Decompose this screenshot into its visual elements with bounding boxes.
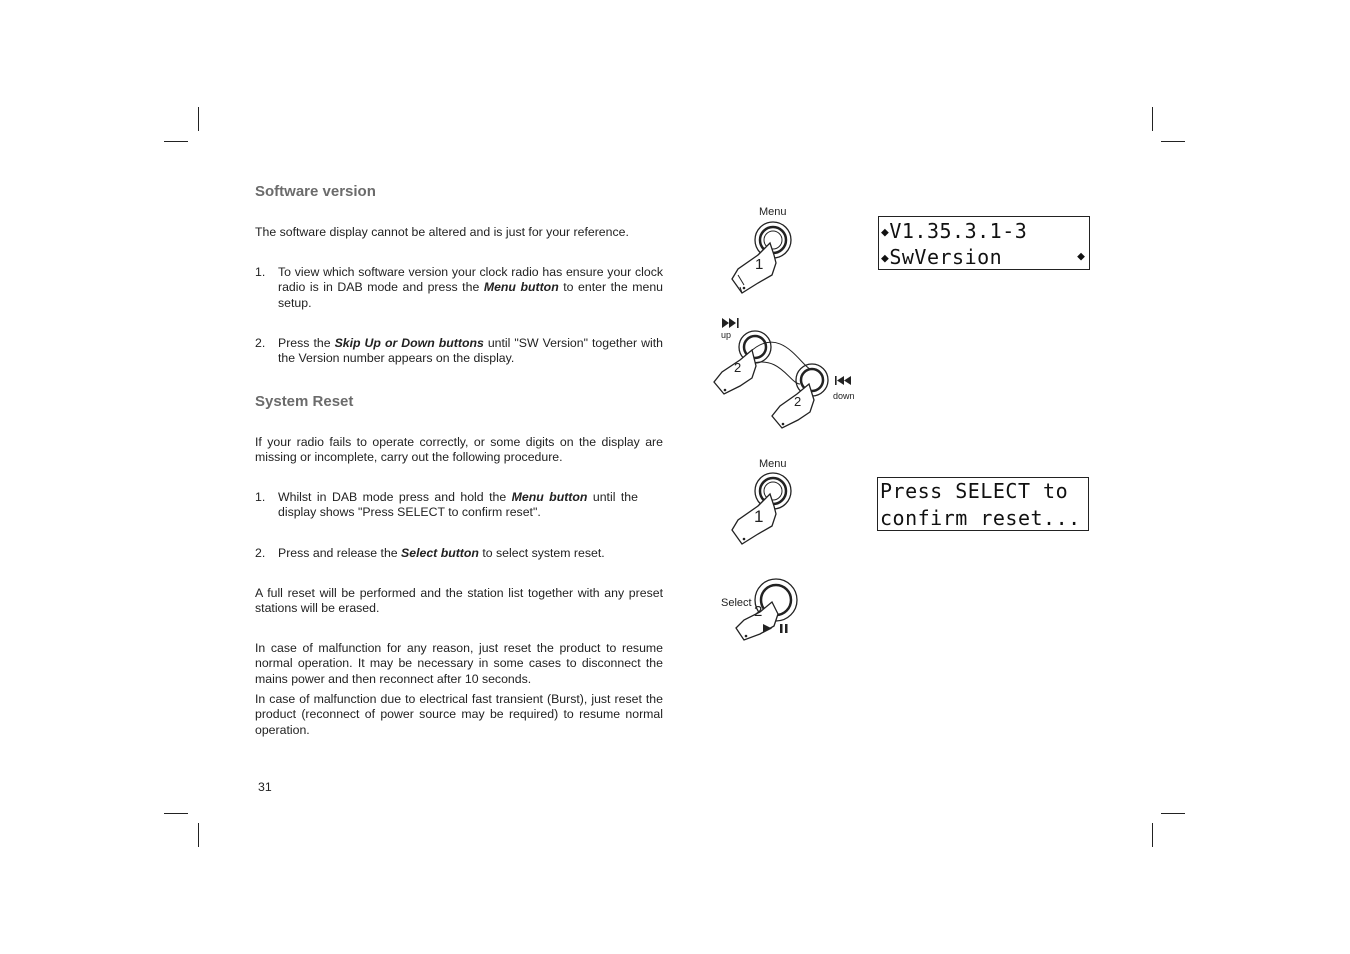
crop-mark	[1161, 141, 1185, 142]
reset-note-malfunction: In case of malfunction for any reason, just reset the product to resume normal operation. It may be necessary in some cases to disconnect the mains power and then reconnect after 10 seconds.	[255, 641, 663, 686]
reset-note-erase: A full reset will be performed and the station list together with any preset stations will be erased.	[255, 586, 663, 616]
reset-note-burst: In case of malfunction due to electrical fast transient (Burst), just reset the product (reconnect of power source may be required) to resume normal operation.	[255, 692, 663, 737]
software-version-heading: Software version	[255, 183, 376, 200]
step-number: 1.	[255, 265, 266, 279]
step-number: 2.	[255, 336, 266, 350]
step-number-label: 2	[734, 360, 742, 375]
crop-mark	[164, 141, 188, 142]
menu-label: Menu	[759, 458, 787, 470]
step-text: Press and release the Select button to select system reset.	[278, 546, 605, 560]
step-text: Whilst in DAB mode press and hold the Menu button until the display shows "Press SELECT to confirm reset".	[278, 490, 638, 520]
lcd-display-software-version	[878, 216, 1090, 270]
select-button-ref: Select button	[401, 546, 479, 560]
crop-mark	[1161, 813, 1185, 814]
lcd-line-1: Press SELECT to	[880, 479, 1069, 503]
lcd-line-1: ◆V1.35.3.1-3	[881, 219, 1028, 243]
menu-button-ref: Menu button	[483, 280, 559, 295]
hand-icon	[772, 384, 814, 428]
menu-button-ref: Menu button	[511, 490, 588, 504]
menu-press-illustration-2	[718, 454, 808, 549]
crop-mark	[164, 813, 188, 814]
skip-back-icon	[835, 376, 851, 385]
step-number-label: 2	[754, 603, 763, 620]
crop-mark	[198, 107, 199, 131]
software-version-intro: The software display cannot be altered and is just for your reference.	[255, 225, 629, 239]
skip-buttons-ref: Skip Up or Down buttons	[334, 336, 484, 350]
arrow-right-icon: ◆	[1077, 249, 1085, 264]
step-number: 2.	[255, 546, 266, 560]
down-label: down	[833, 391, 855, 401]
crop-mark	[1152, 823, 1153, 847]
step-number-label: 1	[754, 507, 764, 526]
step-number-label: 2	[794, 394, 802, 409]
page-number: 31	[258, 780, 272, 794]
lcd-line-2: ◆SwVersion	[881, 245, 1003, 269]
select-label: Select	[721, 597, 752, 609]
skip-buttons-illustration	[710, 314, 865, 434]
arrow-left-icon: ◆	[881, 251, 890, 266]
system-reset-heading: System Reset	[255, 393, 354, 410]
crop-mark	[198, 823, 199, 847]
skip-forward-icon	[722, 318, 739, 328]
lcd-display-reset-confirm	[877, 477, 1089, 531]
up-label: up	[721, 330, 732, 340]
arrow-left-icon: ◆	[881, 225, 890, 240]
step-number: 1.	[255, 490, 266, 504]
step-text: Press the Skip Up or Down buttons until "SW Version" together with the Version number appears on the display.	[278, 336, 663, 366]
system-reset-intro: If your radio fails to operate correctly, or some digits on the display are missing or incomplete, carry out the following procedure.	[255, 435, 663, 465]
hand-icon	[732, 243, 776, 293]
menu-label: Menu	[759, 206, 787, 218]
crop-mark	[1152, 107, 1153, 131]
step-number-label: 1	[755, 256, 764, 273]
menu-press-illustration-1	[718, 203, 808, 298]
step-text: To view which software version your clock radio has ensure your clock radio is in DAB mode and press the Menu button to enter the menu setup.	[278, 265, 664, 310]
select-press-illustration	[718, 570, 808, 645]
lcd-line-2: confirm reset...	[880, 506, 1081, 530]
